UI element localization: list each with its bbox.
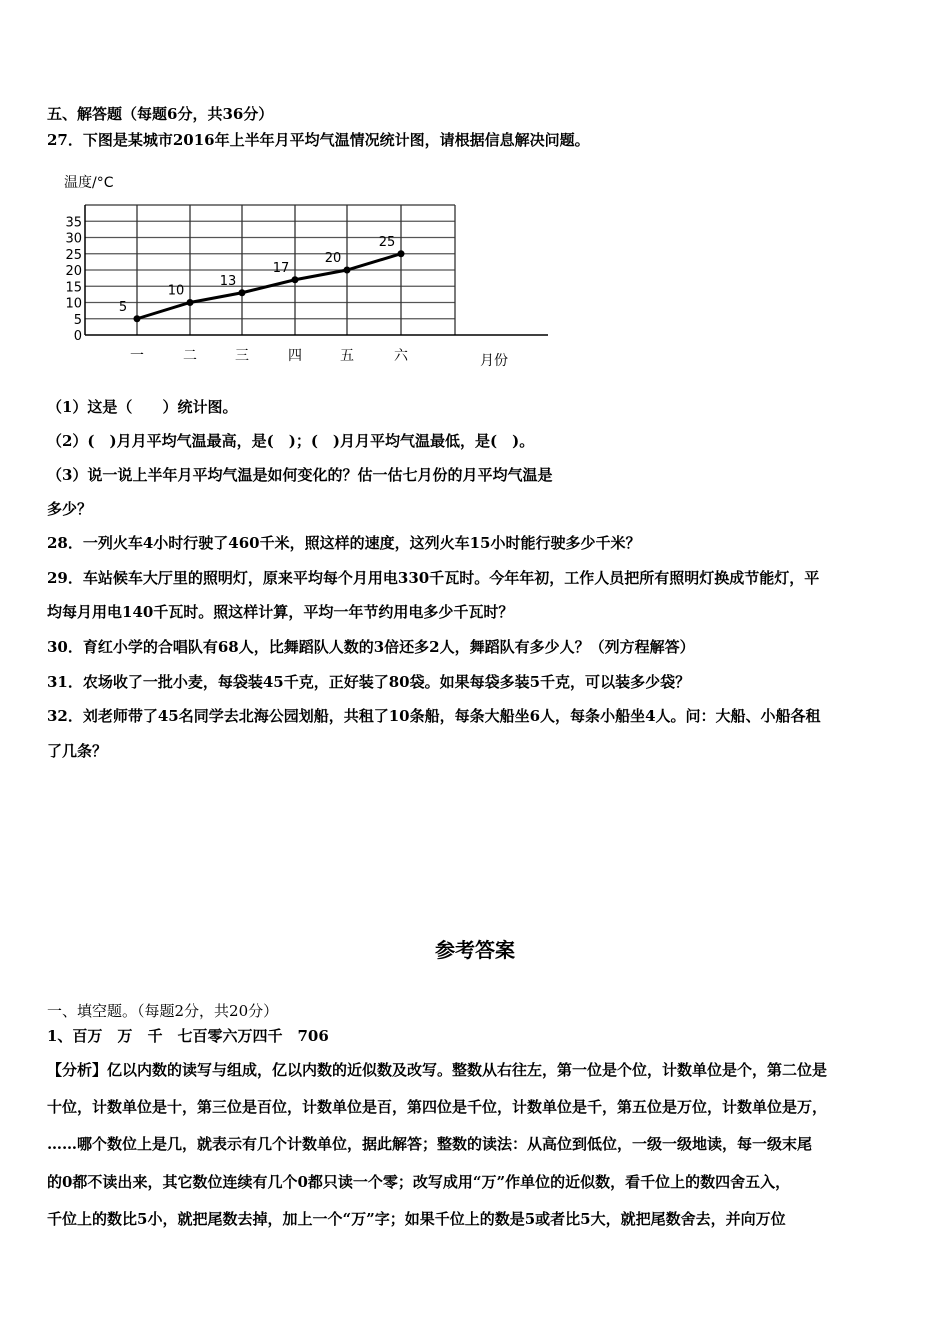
y-tick-label: 30	[65, 231, 82, 247]
question-30: 30．育红小学的合唱队有68人，比舞蹈队人数的3倍还多2人，舞蹈队有多少人？（列方程解答）	[47, 638, 695, 656]
analysis-line: 十位，计数单位是十，第三位是百位，计数单位是百，第四位是千位，计数单位是千，第五位是万位，计数单位是万，	[47, 1098, 828, 1116]
y-tick-label: 15	[65, 280, 82, 296]
y-tick-label: 35	[65, 215, 82, 231]
data-point	[134, 315, 141, 322]
y-tick-label: 0	[73, 329, 82, 344]
data-point	[292, 276, 299, 283]
answers-title: 参考答案	[435, 938, 515, 962]
x-tick-label: 一	[130, 348, 144, 364]
analysis-line: 【分析】亿以内数的读写与组成，亿以内数的近似数及改写。整数从右往左，第一位是个位，计数单位是个，第二位是	[47, 1061, 828, 1079]
question-27: 27．下图是某城市2016年上半年月平均气温情况统计图，请根据信息解决问题。	[47, 131, 590, 149]
data-point	[187, 299, 194, 306]
question-27-3: （3）说一说上半年月平均气温是如何变化的？估一估七月份的月平均气温是	[47, 466, 553, 484]
question-27-3-cont: 多少？	[47, 500, 93, 518]
data-point	[398, 250, 405, 257]
section-heading: 五、解答题（每题6分，共36分）	[47, 105, 274, 123]
x-tick-label: 六	[394, 348, 408, 364]
temperature-line-chart	[0, 160, 600, 380]
data-label: 13	[219, 273, 237, 289]
y-tick-label: 10	[65, 296, 82, 312]
y-tick-label: 5	[73, 312, 82, 328]
question-32: 32．刘老师带了45名同学去北海公园划船，共租了10条船，每条大船坐6人，每条小船坐4人。问：大船、小船各租	[47, 707, 821, 725]
question-27-2: （2）( )月月平均气温最高，是( )；( )月月平均气温最低，是( )。	[47, 432, 535, 450]
question-32-cont: 了几条？	[47, 742, 108, 760]
x-axis-label: 月份	[480, 353, 508, 369]
analysis-line: ……哪个数位上是几，就表示有几个计数单位，据此解答；整数的读法：从高位到低位，一级一级地读，每一级末尾	[47, 1135, 813, 1153]
data-label: 25	[378, 234, 396, 250]
x-tick-label: 三	[235, 348, 249, 364]
question-29-cont: 均每月用电140千瓦时。照这样计算，平均一年节约用电多少千瓦时？	[47, 603, 514, 621]
y-axis-label: 温度/°C	[64, 175, 114, 191]
question-31: 31．农场收了一批小麦，每袋装45千克，正好装了80袋。如果每袋多装5千克，可以装多少袋？	[47, 673, 691, 691]
x-tick-label: 五	[340, 348, 354, 364]
data-label: 10	[167, 283, 185, 299]
question-28: 28．一列火车4小时行驶了460千米，照这样的速度，这列火车15小时能行驶多少千米？	[47, 534, 641, 552]
data-point	[239, 289, 246, 296]
data-label: 20	[324, 251, 342, 266]
answer-1: 1、百万 万 千 七百零六万四千 706	[47, 1027, 329, 1045]
analysis-line: 千位上的数比5小，就把尾数去掉，加上一个“万”字；如果千位上的数是5或者比5大，就把尾数舍去，并向万位	[47, 1210, 786, 1228]
x-tick-label: 四	[288, 348, 302, 364]
x-tick-label: 二	[183, 348, 197, 364]
data-point	[344, 267, 351, 274]
y-tick-label: 25	[65, 247, 82, 263]
answer-section-heading: 一、填空题。（每题2分，共20分）	[47, 1002, 279, 1020]
y-tick-label: 20	[65, 264, 82, 279]
data-label: 5	[118, 299, 128, 315]
question-27-1: （1）这是（ ）统计图。	[47, 398, 238, 416]
question-29: 29．车站候车大厅里的照明灯，原来平均每个月用电330千瓦时。今年年初，工作人员把所有照明灯换成节能灯，平	[47, 569, 820, 587]
analysis-line: 的0都不读出来，其它数位连续有几个0都只读一个零；改写成用“万”作单位的近似数，看千位上的数四舍五入，	[47, 1173, 791, 1191]
data-label: 17	[272, 260, 290, 276]
